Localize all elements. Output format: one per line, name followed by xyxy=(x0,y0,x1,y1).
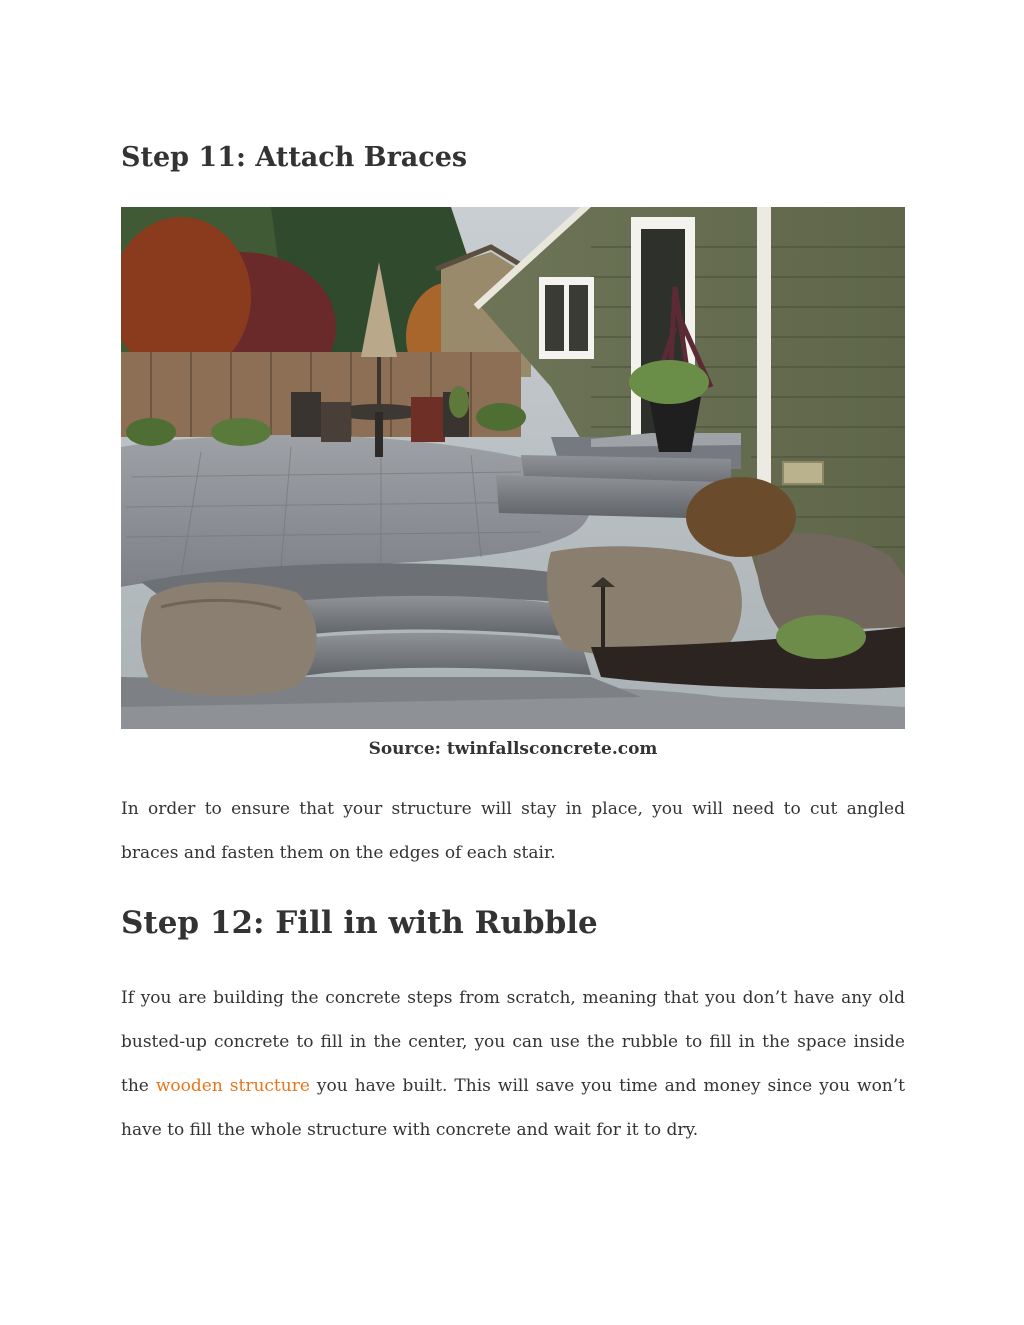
wooden-structure-link[interactable]: wooden structure xyxy=(155,1076,310,1096)
patio-illustration xyxy=(121,207,905,729)
step-12-paragraph xyxy=(121,976,905,1152)
step-12-text-before-link: If you are building the concrete steps from scratch, meaning that you don’t have any old busted-up concrete to fill in the center, you can use the rubble to fill in the space inside the xyxy=(121,988,905,1096)
step-12-text-after-link: you have built. This will save you time and money since you won’t have to fill the whole structure with concrete and wait for it to dry. xyxy=(121,1076,905,1140)
image-source-caption: Source: twinfallsconcrete.com xyxy=(368,739,658,759)
patio-steps-photo xyxy=(121,207,905,729)
step-11-paragraph: In order to ensure that your structure will stay in place, you will need to cut angled braces and fasten them on the edges of each stair. xyxy=(121,799,905,863)
step-11-heading: Step 11: Attach Braces xyxy=(121,142,468,173)
step-12-heading: Step 12: Fill in with Rubble xyxy=(121,905,598,941)
